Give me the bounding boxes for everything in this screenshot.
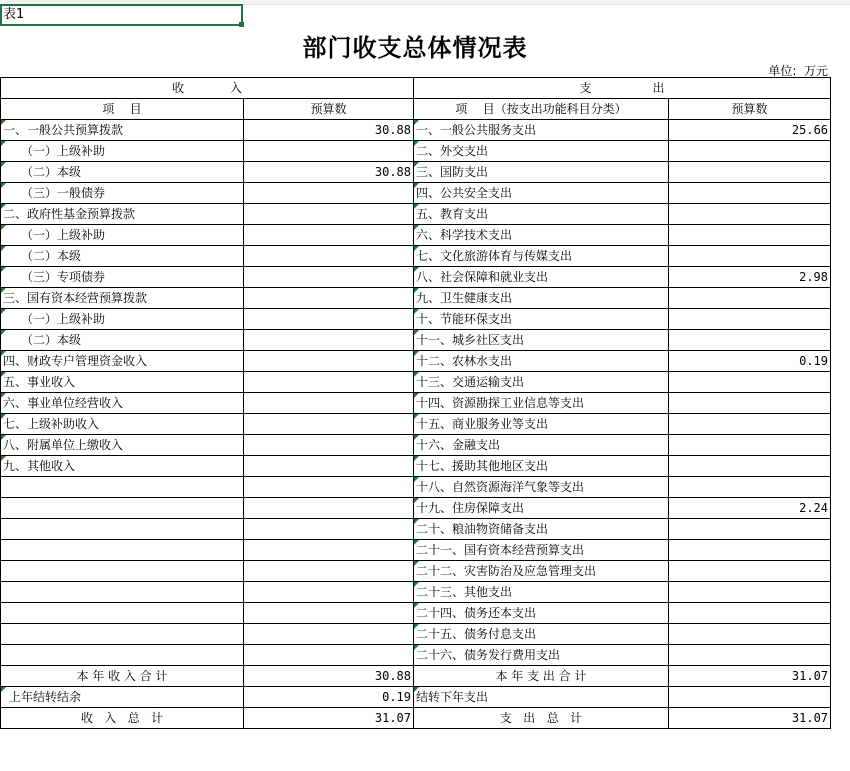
income-budget-cell[interactable] [244,204,414,225]
expense-budget-cell[interactable]: 2.24 [669,498,831,519]
income-item-cell[interactable]: （一）上级补助 [1,141,244,162]
expense-item-cell[interactable]: 二、外交支出 [414,141,669,162]
expense-budget-cell[interactable] [669,540,831,561]
income-item-cell[interactable]: 二、政府性基金预算拨款 [1,204,244,225]
table-row [1,477,831,498]
table-row [1,393,831,414]
table-row [1,561,831,582]
unit-label: 单位: 万元 [768,64,828,78]
expense-grand-total-value[interactable]: 31.07 [669,708,831,729]
table-row [1,519,831,540]
expense-budget-header[interactable]: 预算数 [669,99,831,120]
expense-item-cell[interactable]: 十三、交通运输支出 [414,372,669,393]
income-item-cell[interactable]: （一）上级补助 [1,309,244,330]
year-expense-total-value[interactable]: 31.07 [669,666,831,687]
income-budget-cell[interactable] [244,267,414,288]
income-budget-cell[interactable] [244,540,414,561]
income-grand-total-label[interactable]: 收 入 总 计 [1,708,244,729]
expense-budget-cell[interactable] [669,519,831,540]
expense-item-cell[interactable]: 五、教育支出 [414,204,669,225]
table-row [1,456,831,477]
table-row [1,267,831,288]
expense-budget-cell[interactable]: 25.66 [669,120,831,141]
expense-item-cell[interactable]: 十九、住房保障支出 [414,498,669,519]
expense-item-cell[interactable]: 七、文化旅游体育与传媒支出 [414,246,669,267]
income-item-cell[interactable]: （二）本级 [1,246,244,267]
table-row [1,162,831,183]
income-item-cell[interactable]: （二）本级 [1,330,244,351]
table-row [1,624,831,645]
expense-budget-cell[interactable] [669,477,831,498]
expense-budget-cell[interactable] [669,309,831,330]
income-item-cell[interactable] [1,645,244,666]
income-item-cell[interactable]: （三）一般债券 [1,183,244,204]
expense-group-header[interactable]: 支 出 [414,78,831,99]
expense-budget-cell[interactable] [669,330,831,351]
table-row [1,225,831,246]
income-budget-cell[interactable] [244,603,414,624]
expense-item-cell[interactable]: 十二、农林水支出 [414,351,669,372]
income-budget-header[interactable]: 预算数 [244,99,414,120]
income-item-cell[interactable] [1,477,244,498]
income-item-cell[interactable] [1,603,244,624]
budget-table [0,77,831,729]
expense-budget-cell[interactable] [669,624,831,645]
income-budget-cell[interactable] [244,561,414,582]
income-group-header[interactable]: 收 入 [1,78,414,99]
expense-item-cell[interactable]: 十五、商业服务业等支出 [414,414,669,435]
income-budget-cell[interactable]: 30.88 [244,162,414,183]
table-row [1,435,831,456]
table-row [1,414,831,435]
income-item-cell[interactable] [1,519,244,540]
table-row [1,645,831,666]
expense-budget-cell[interactable] [669,561,831,582]
page-title: 部门收支总体情况表 [302,33,528,62]
income-budget-cell[interactable] [244,309,414,330]
expense-budget-cell[interactable] [669,204,831,225]
expense-budget-cell[interactable] [669,414,831,435]
expense-item-cell[interactable]: 二十、粮油物资储备支出 [414,519,669,540]
table-row [1,288,831,309]
income-item-cell[interactable]: 五、事业收入 [1,372,244,393]
income-budget-cell[interactable] [244,372,414,393]
fill-handle[interactable] [239,22,244,27]
table-row [1,603,831,624]
income-item-cell[interactable]: 一、一般公共预算拨款 [1,120,244,141]
expense-item-cell[interactable]: 十七、援助其他地区支出 [414,456,669,477]
income-budget-cell[interactable] [244,393,414,414]
expense-item-cell[interactable]: 二十二、灾害防治及应急管理支出 [414,561,669,582]
income-item-cell[interactable] [1,624,244,645]
income-item-cell[interactable] [1,561,244,582]
expense-item-cell[interactable]: 一、一般公共服务支出 [414,120,669,141]
expense-item-header[interactable]: 项 目（按支出功能科目分类） [414,99,669,120]
expense-budget-cell[interactable] [669,183,831,204]
expense-budget-cell[interactable] [669,456,831,477]
income-budget-cell[interactable] [244,645,414,666]
expense-grand-total-label[interactable]: 支 出 总 计 [414,708,669,729]
table-row [1,498,831,519]
year-expense-total-label[interactable]: 本 年 支 出 合 计 [414,666,669,687]
income-item-cell[interactable]: （一）上级补助 [1,225,244,246]
income-budget-cell[interactable]: 30.88 [244,120,414,141]
expense-budget-cell[interactable] [669,225,831,246]
expense-budget-cell[interactable] [669,162,831,183]
expense-item-cell[interactable]: 四、公共安全支出 [414,183,669,204]
table-row [1,540,831,561]
table-row [1,309,831,330]
carry-in-value[interactable]: 0.19 [244,687,414,708]
expense-budget-cell[interactable]: 0.19 [669,351,831,372]
expense-budget-cell[interactable] [669,141,831,162]
expense-item-cell[interactable]: 十八、自然资源海洋气象等支出 [414,477,669,498]
expense-item-cell[interactable]: 二十三、其他支出 [414,582,669,603]
expense-item-cell[interactable]: 二十一、国有资本经营预算支出 [414,540,669,561]
expense-item-cell[interactable]: 十六、金融支出 [414,435,669,456]
expense-item-cell[interactable]: 二十四、债务还本支出 [414,603,669,624]
income-item-cell[interactable]: 八、附属单位上缴收入 [1,435,244,456]
table-row [1,246,831,267]
table-row [1,372,831,393]
income-budget-cell[interactable] [244,288,414,309]
expense-budget-cell[interactable]: 2.98 [669,267,831,288]
expense-budget-cell[interactable] [669,603,831,624]
income-budget-cell[interactable] [244,477,414,498]
income-item-cell[interactable]: 四、财政专户管理资金收入 [1,351,244,372]
selected-cell-sheet-tag[interactable]: 表1 [0,4,243,26]
income-item-cell[interactable]: 七、上级补助收入 [1,414,244,435]
expense-item-cell[interactable]: 三、国防支出 [414,162,669,183]
table-row [1,120,831,141]
expense-budget-cell[interactable] [669,582,831,603]
expense-item-cell[interactable]: 十四、资源勘探工业信息等支出 [414,393,669,414]
income-budget-cell[interactable] [244,498,414,519]
income-item-cell[interactable]: （三）专项债券 [1,267,244,288]
year-income-total-label[interactable]: 本 年 收 入 合 计 [1,666,244,687]
income-item-cell[interactable] [1,582,244,603]
income-budget-cell[interactable] [244,414,414,435]
expense-item-cell[interactable]: 八、社会保障和就业支出 [414,267,669,288]
expense-budget-cell[interactable] [669,435,831,456]
income-budget-cell[interactable] [244,183,414,204]
income-budget-cell[interactable] [244,582,414,603]
income-budget-cell[interactable] [244,141,414,162]
income-budget-cell[interactable] [244,225,414,246]
expense-budget-cell[interactable] [669,393,831,414]
table-row [1,141,831,162]
income-item-cell[interactable]: 六、事业单位经营收入 [1,393,244,414]
table-row [1,582,831,603]
carry-out-value[interactable] [669,687,831,708]
income-item-cell[interactable]: 三、国有资本经营预算拨款 [1,288,244,309]
table-row [1,351,831,372]
year-income-total-value[interactable]: 30.88 [244,666,414,687]
carry-in-label[interactable]: 上年结转结余 [1,687,244,708]
expense-budget-cell[interactable] [669,372,831,393]
income-budget-cell[interactable] [244,330,414,351]
income-item-cell[interactable]: 九、其他收入 [1,456,244,477]
income-item-header[interactable]: 项 目 [1,99,244,120]
table-row [1,330,831,351]
income-grand-total-value[interactable]: 31.07 [244,708,414,729]
expense-budget-cell[interactable] [669,246,831,267]
expense-item-cell[interactable]: 二十六、债务发行费用支出 [414,645,669,666]
table-row [1,204,831,225]
expense-item-cell[interactable]: 六、科学技术支出 [414,225,669,246]
income-item-cell[interactable] [1,540,244,561]
expense-budget-cell[interactable] [669,288,831,309]
expense-item-cell[interactable]: 二十五、债务付息支出 [414,624,669,645]
income-budget-cell[interactable] [244,246,414,267]
income-budget-cell[interactable] [244,435,414,456]
expense-item-cell[interactable]: 十、节能环保支出 [414,309,669,330]
income-item-cell[interactable] [1,498,244,519]
expense-budget-cell[interactable] [669,645,831,666]
expense-item-cell[interactable]: 十一、城乡社区支出 [414,330,669,351]
income-budget-cell[interactable] [244,351,414,372]
income-budget-cell[interactable] [244,456,414,477]
income-item-cell[interactable]: （二）本级 [1,162,244,183]
income-budget-cell[interactable] [244,519,414,540]
table-row [1,183,831,204]
income-budget-cell[interactable] [244,624,414,645]
expense-item-cell[interactable]: 九、卫生健康支出 [414,288,669,309]
carry-out-label[interactable]: 结转下年支出 [414,687,669,708]
